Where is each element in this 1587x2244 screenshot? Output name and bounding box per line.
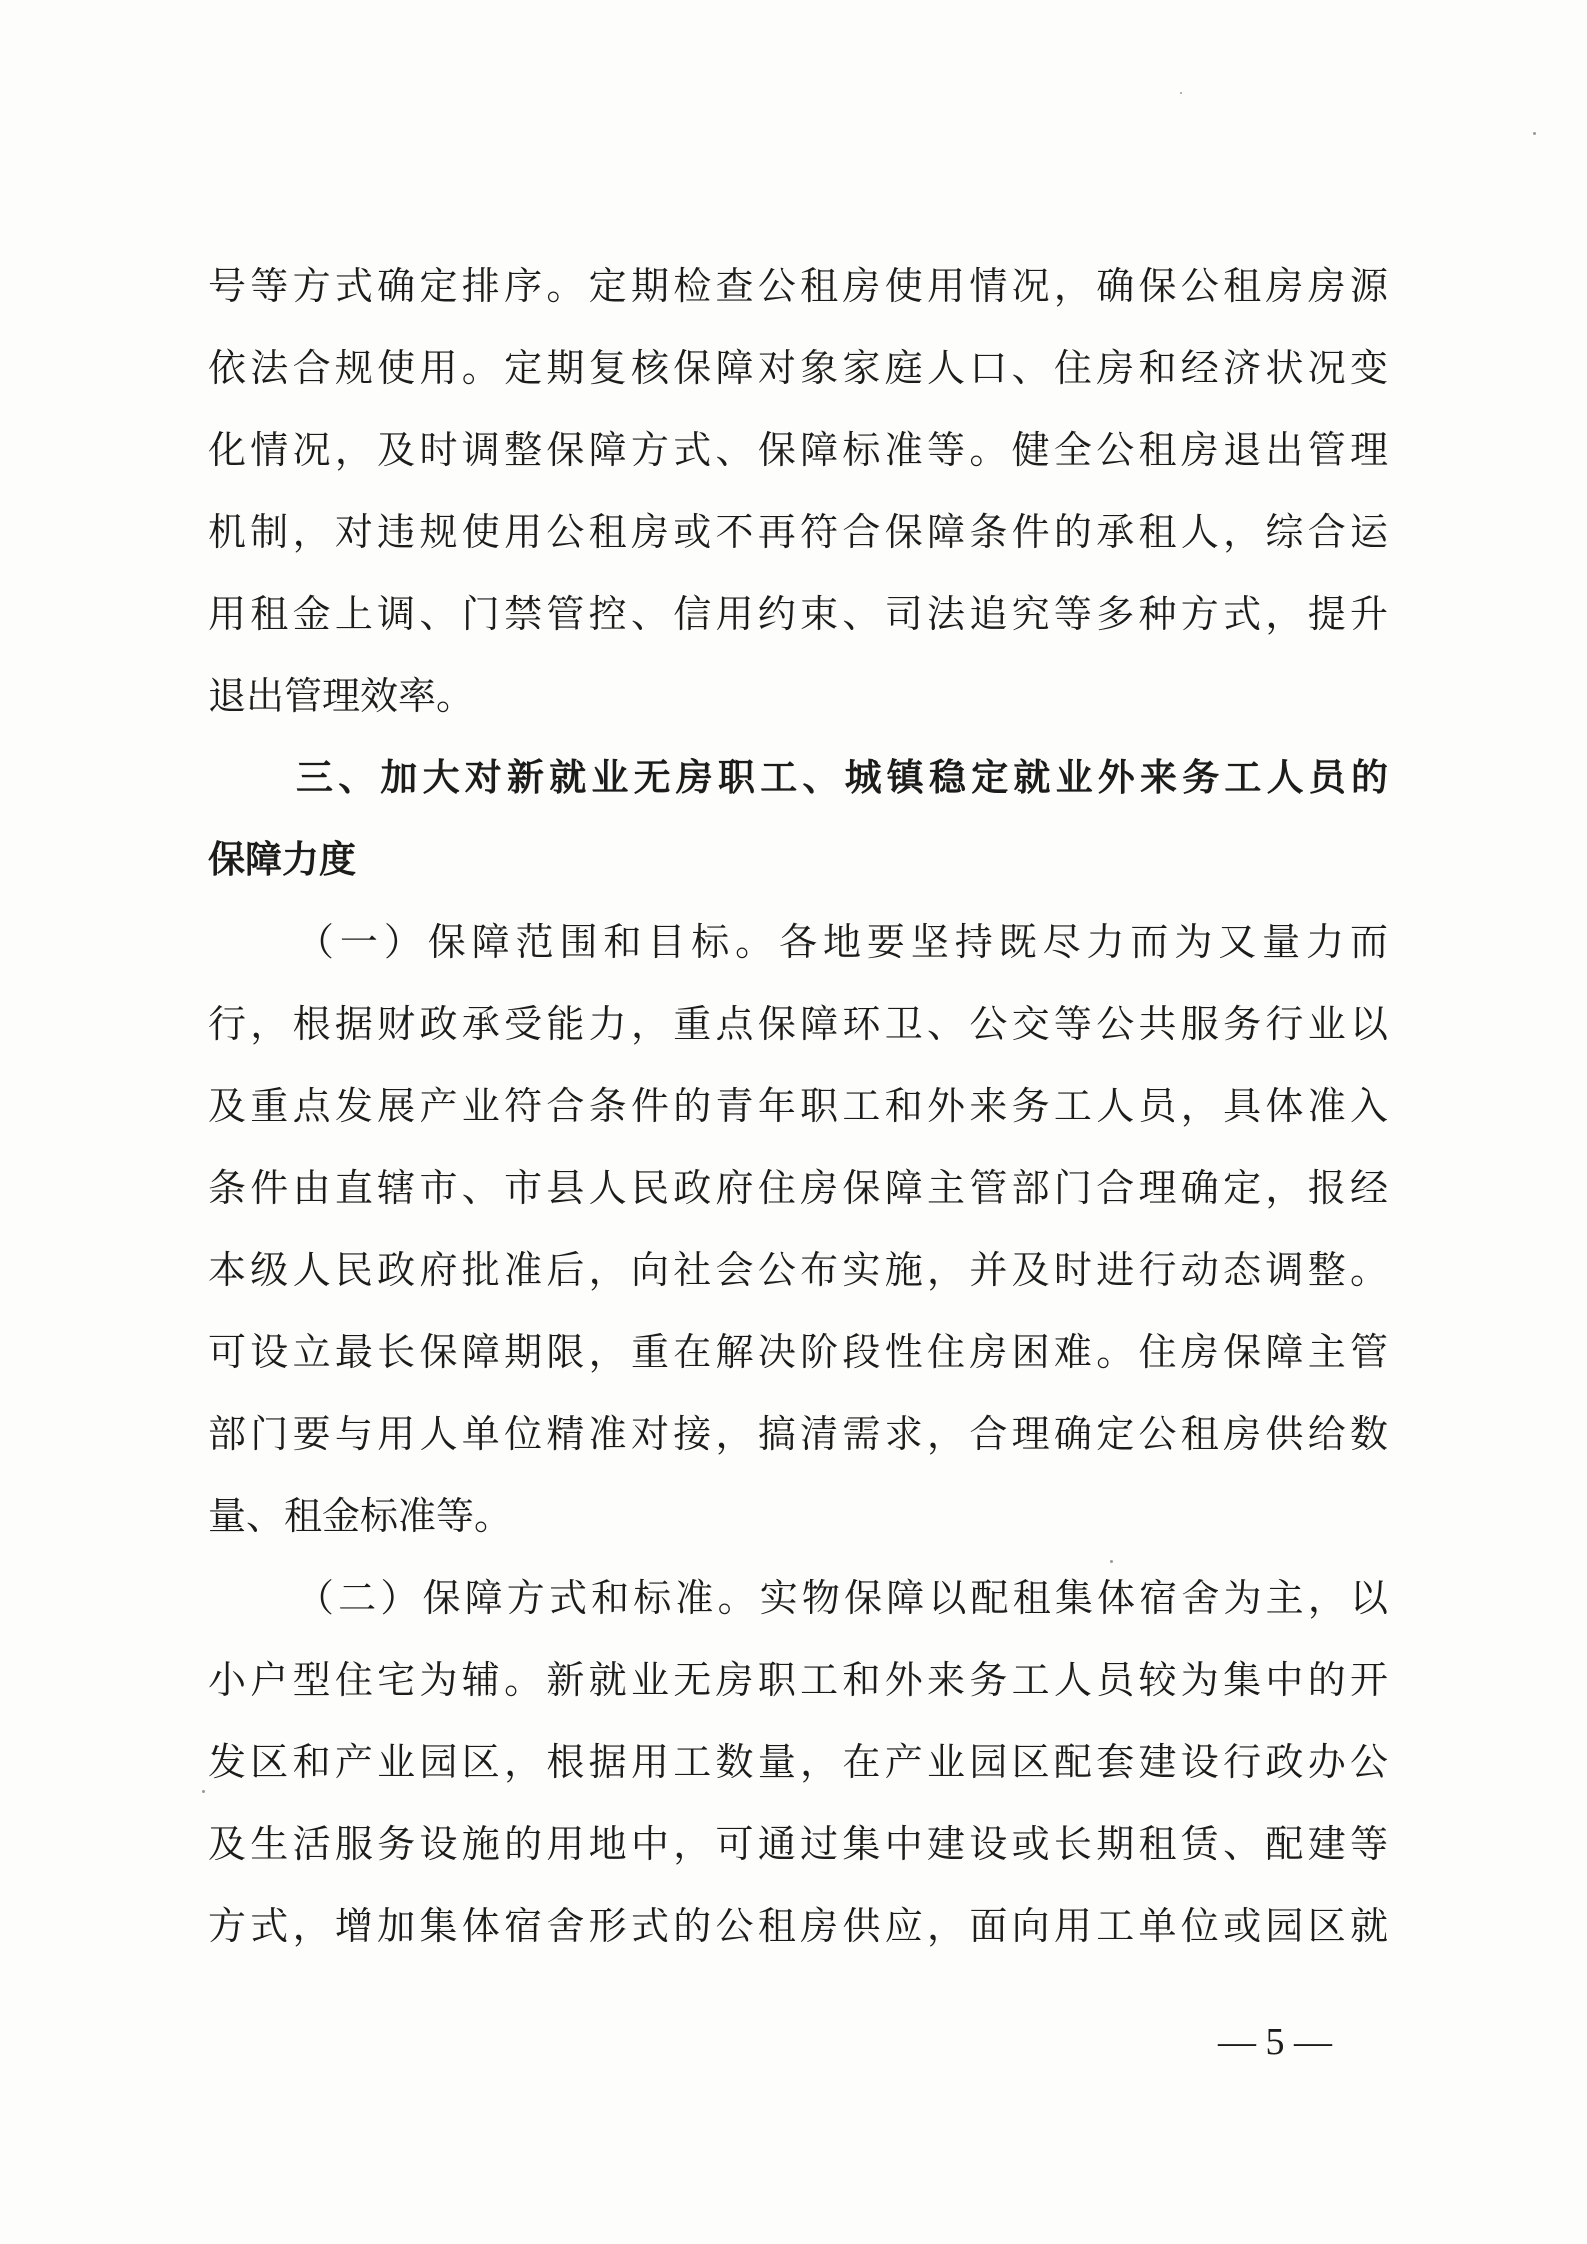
text-line: 号等方式确定排序。定期检查公租房使用情况，确保公租房房源 — [208, 264, 1388, 308]
text-line: 行，根据财政承受能力，重点保障环卫、公交等公共服务行业以 — [208, 1002, 1388, 1046]
text-line: 及重点发展产业符合条件的青年职工和外来务工人员，具体准入 — [208, 1084, 1388, 1128]
text-line: 可设立最长保障期限，重在解决阶段性住房困难。住房保障主管 — [208, 1330, 1388, 1374]
scan-speck — [202, 1790, 205, 1793]
text-line: 条件由直辖市、市县人民政府住房保障主管部门合理确定，报经 — [208, 1166, 1388, 1210]
scan-speck — [1110, 1560, 1113, 1563]
section-heading: 三、加大对新就业无房职工、城镇稳定就业外来务工人员的 — [296, 756, 1388, 799]
text-line: 化情况，及时调整保障方式、保障标准等。健全公租房退出管理 — [208, 428, 1388, 472]
section-heading: 保障力度 — [208, 838, 356, 881]
text-line: 依法合规使用。定期复核保障对象家庭人口、住房和经济状况变 — [208, 346, 1388, 390]
scan-speck — [1180, 92, 1182, 94]
text-line: 小户型住宅为辅。新就业无房职工和外来务工人员较为集中的开 — [208, 1658, 1388, 1702]
text-line: 用租金上调、门禁管控、信用约束、司法追究等多种方式，提升 — [208, 592, 1388, 636]
text-line: 机制，对违规使用公租房或不再符合保障条件的承租人，综合运 — [208, 510, 1388, 554]
text-line: 发区和产业园区，根据用工数量，在产业园区配套建设行政办公 — [208, 1740, 1388, 1784]
text-line: 本级人民政府批准后，向社会公布实施，并及时进行动态调整。 — [208, 1248, 1388, 1292]
text-line: 方式，增加集体宿舍形式的公租房供应，面向用工单位或园区就 — [208, 1904, 1388, 1948]
scan-speck — [1533, 132, 1536, 135]
text-line: 部门要与用人单位精准对接，搞清需求，合理确定公租房供给数 — [208, 1412, 1388, 1456]
page-number: — 5 — — [1218, 2021, 1332, 2063]
text-line: （二）保障方式和标准。实物保障以配租集体宿舍为主，以 — [296, 1576, 1388, 1620]
text-line: 退出管理效率。 — [208, 674, 475, 718]
text-line: （一）保障范围和目标。各地要坚持既尽力而为又量力而 — [296, 920, 1388, 964]
text-line: 及生活服务设施的用地中，可通过集中建设或长期租赁、配建等 — [208, 1822, 1388, 1866]
text-line: 量、租金标准等。 — [208, 1494, 513, 1538]
